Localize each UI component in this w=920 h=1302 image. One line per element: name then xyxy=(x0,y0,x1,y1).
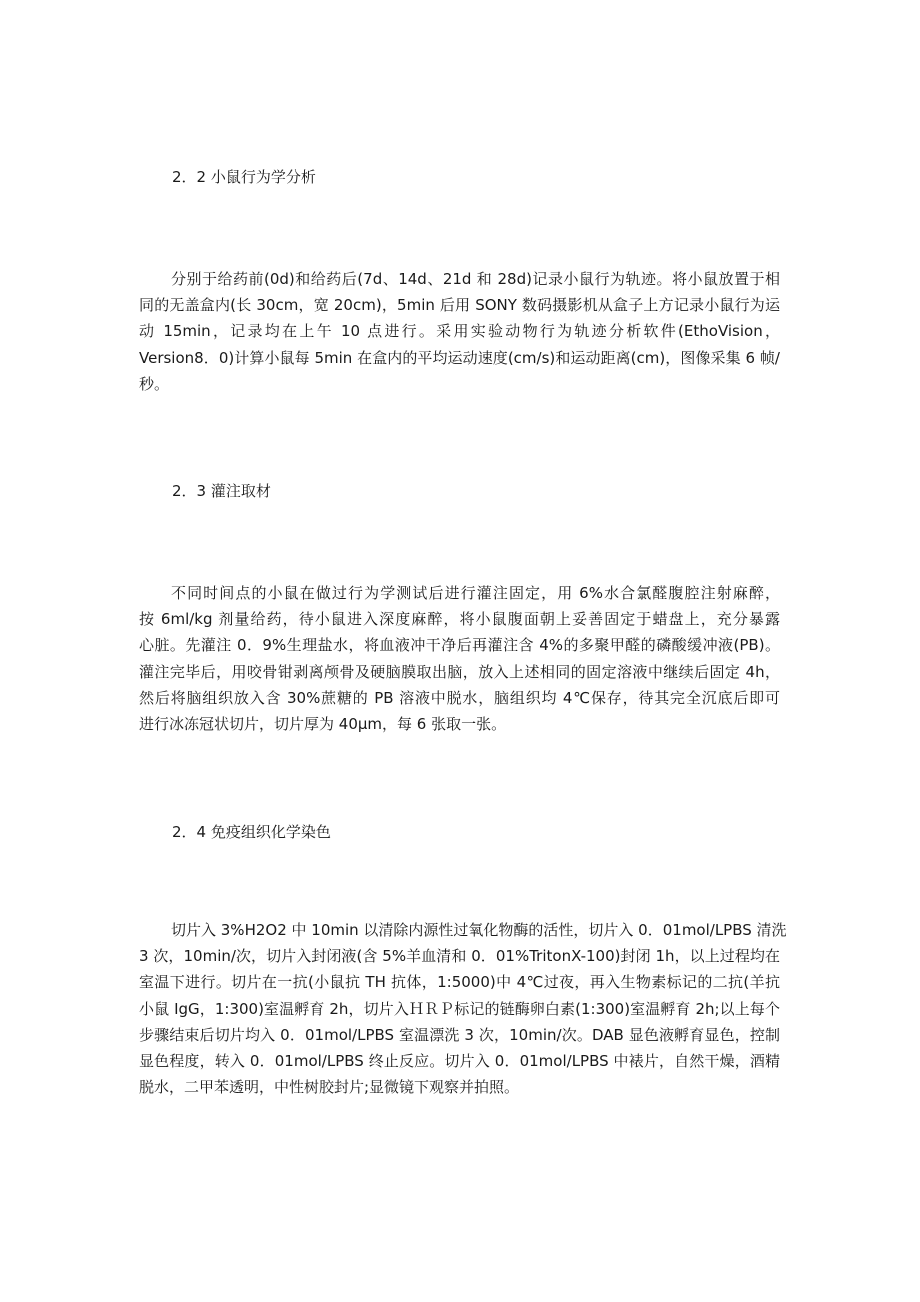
section-paragraph-2-3 xyxy=(139,580,780,737)
paragraph-line: 秒。 xyxy=(139,374,170,393)
paragraph-line: 脱水，二甲苯透明，中性树胶封片;显微镜下观察并拍照。 xyxy=(139,1078,520,1097)
section-heading-2-2: 2．2 小鼠行为学分析 xyxy=(172,168,316,186)
paragraph-line: 显色程度，转入 0．01mol/LPBS 终止反应。切片入 0．01mol/LPBS 中裱片，自然干燥，酒精 xyxy=(139,1052,780,1071)
section-paragraph-2-4 xyxy=(139,917,787,1100)
paragraph-line: 灌注完毕后，用咬骨钳剥离颅骨及硬脑膜取出脑，放入上述相同的固定溶液中继续后固定 4h， xyxy=(139,662,780,681)
paragraph-line: 切片入 3%H2O2 中 10min 以清除内源性过氧化物酶的活性，切片入 0．01mol/LPBS 清洗 xyxy=(171,921,787,939)
paragraph-line: 步骤结束后切片均入 0．01mol/LPBS 室温漂洗 3 次，10min/次。DAB 显色液孵育显色，控制 xyxy=(139,1025,780,1044)
paragraph-line: 室温下进行。切片在一抗(小鼠抗 TH 抗体，1:5000)中 4℃过夜，再入生物素标记的二抗(羊抗 xyxy=(139,973,780,992)
paragraph-line: 动 15min，记录均在上午 10 点进行。采用实验动物行为轨迹分析软件(EthoVision， xyxy=(139,322,780,341)
paragraph-line: 按 6ml/kg 剂量给药，待小鼠进入深度麻醉，将小鼠腹面朝上妥善固定于蜡盘上，充分暴露 xyxy=(139,610,780,629)
paragraph-line: 小鼠 IgG，1:300)室温孵育 2h，切片入ＨＲＰ标记的链酶卵白素(1:300)室温孵育 2h;以上每个 xyxy=(139,999,780,1018)
paragraph-line: Version8．0)计算小鼠每 5min 在盒内的平均运动速度(cm/s)和运动距离(cm)，图像采集 6 帧/ xyxy=(139,348,780,367)
paragraph-line: 然后将脑组织放入含 30%蔗糖的 PB 溶液中脱水，脑组织均 4℃保存，待其完全沉底后即可 xyxy=(139,688,780,707)
paragraph-line: 3 次，10min/次，切片入封闭液(含 5%羊血清和 0．01%TritonX-100)封闭 1h，以上过程均在 xyxy=(139,947,780,966)
paragraph-line: 同的无盖盒内(长 30cm，宽 20cm)，5min 后用 SONY 数码摄影机从盒子上方记录小鼠行为运 xyxy=(139,296,780,315)
paragraph-line: 不同时间点的小鼠在做过行为学测试后进行灌注固定，用 6%水合氯醛腹腔注射麻醉， xyxy=(171,584,780,602)
section-paragraph-2-2 xyxy=(139,266,780,397)
paragraph-line: 心脏。先灌注 0．9%生理盐水，将血液冲干净后再灌注含 4%的多聚甲醛的磷酸缓冲液(PB)。 xyxy=(139,636,780,655)
section-heading-2-3: 2．3 灌注取材 xyxy=(172,482,271,500)
paragraph-line: 进行冰冻冠状切片，切片厚为 40μm，每 6 张取一张。 xyxy=(139,715,507,734)
section-heading-2-4: 2．4 免疫组织化学染色 xyxy=(172,823,331,841)
paragraph-line: 分别于给药前(0d)和给药后(7d、14d、21d 和 28d)记录小鼠行为轨迹。将小鼠放置于相 xyxy=(171,270,780,288)
